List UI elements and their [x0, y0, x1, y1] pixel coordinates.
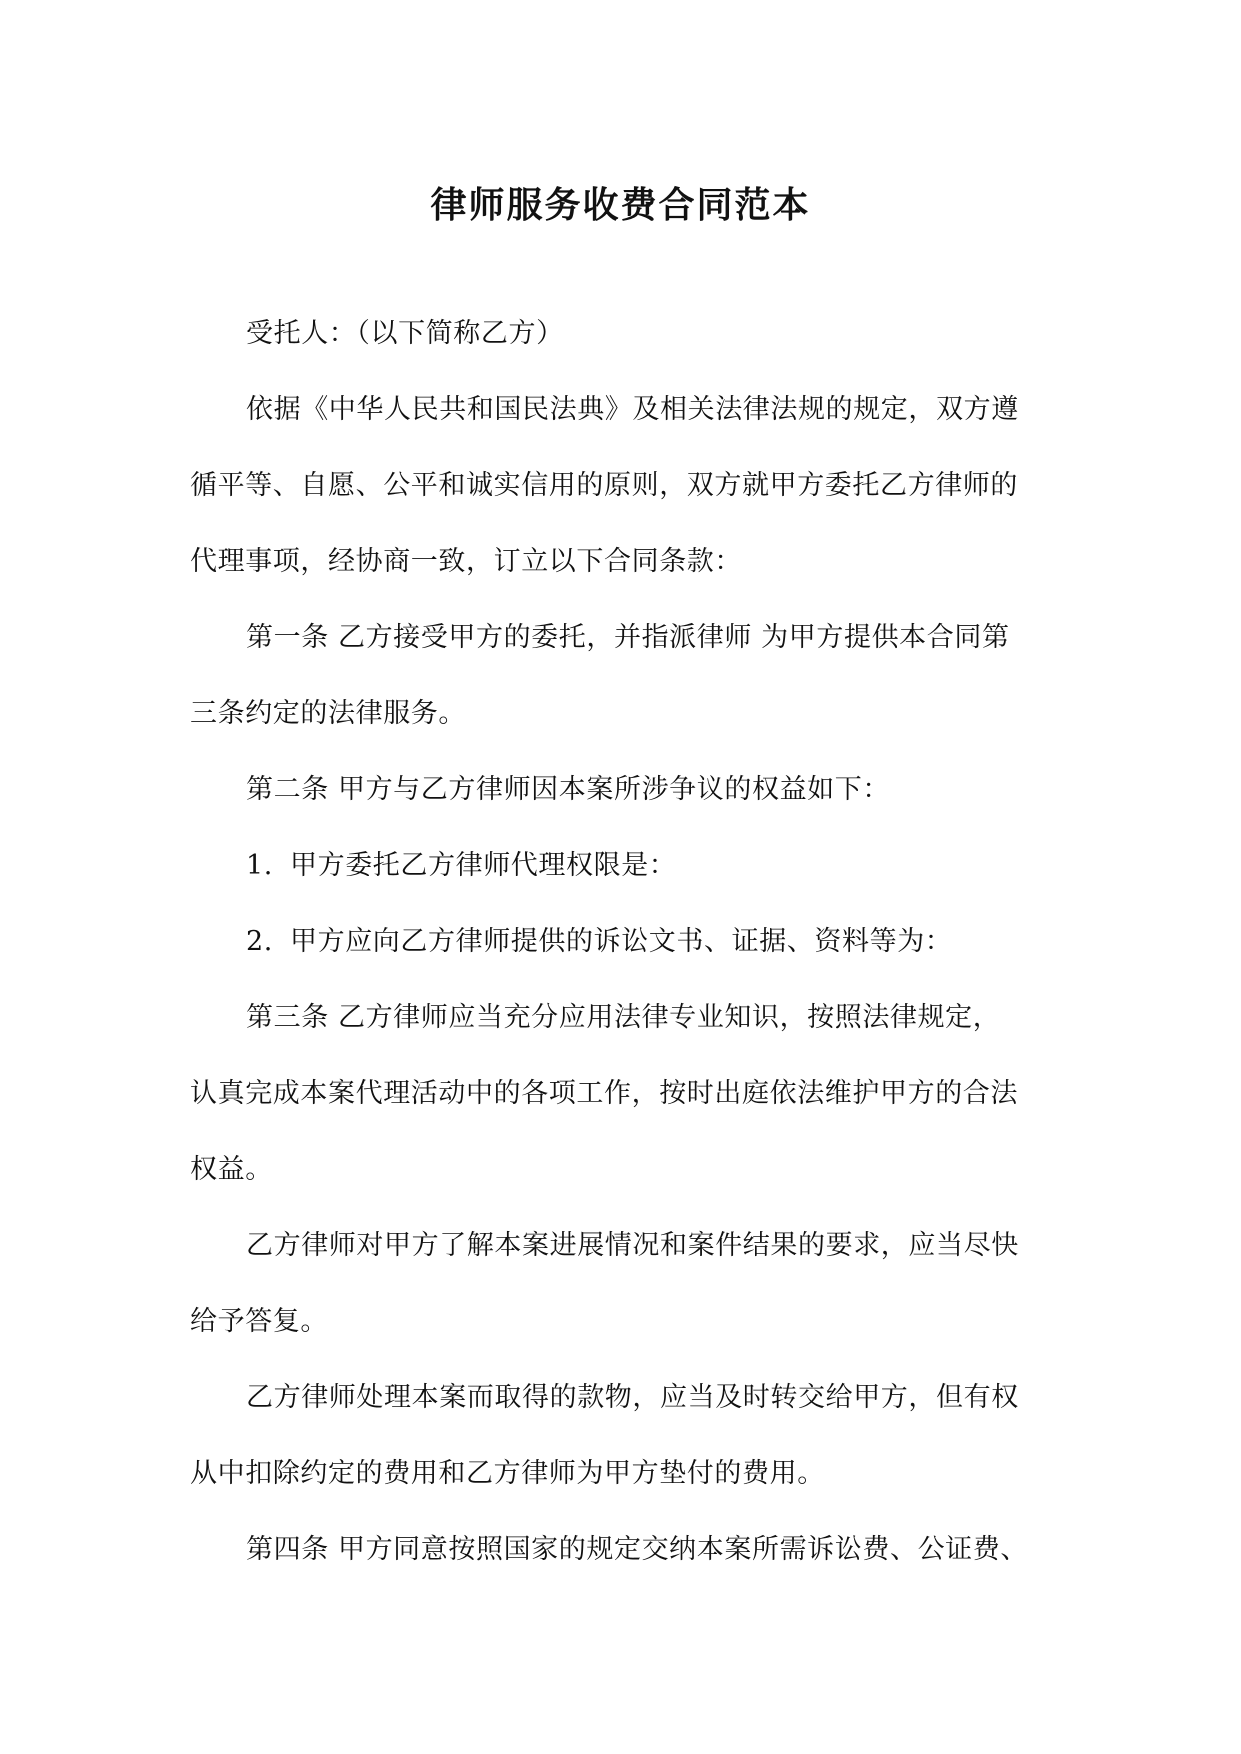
list-item-text: 甲方委托乙方律师代理权限是：: [290, 850, 677, 881]
paragraph-line: 依据《中华人民共和国民法典》及相关法律法规的规定，双方遵: [246, 394, 1019, 425]
paragraph-line: 第三条 乙方律师应当充分应用法律专业知识，按照法律规定，: [246, 1002, 1001, 1033]
document-title: 律师服务收费合同范本: [430, 184, 811, 226]
paragraph-line: 认真完成本案代理活动中的各项工作，按时出庭依法维护甲方的合法: [190, 1078, 1018, 1109]
paragraph-line: 代理事项，经协商一致，订立以下合同条款：: [190, 546, 742, 577]
paragraph-line: 乙方律师对甲方了解本案进展情况和案件结果的要求，应当尽快: [246, 1230, 1019, 1261]
paragraph-line: 从中扣除约定的费用和乙方律师为甲方垫付的费用。: [190, 1458, 825, 1489]
list-item: [190, 848, 1056, 924]
list-item-text: 甲方应向乙方律师提供的诉讼文书、证据、资料等为：: [290, 926, 953, 957]
list-number: 1.: [246, 850, 273, 881]
paragraph-line: 第二条 甲方与乙方律师因本案所涉争议的权益如下：: [246, 774, 890, 805]
paragraph-line: 第四条 甲方同意按照国家的规定交纳本案所需诉讼费、公证费、: [246, 1534, 1028, 1565]
list-number: 2.: [246, 926, 273, 957]
paragraph-line: 受托人：（以下简称乙方）: [246, 318, 564, 349]
paragraph-line: 权益。: [190, 1154, 273, 1185]
paragraph-line: 三条约定的法律服务。: [190, 698, 466, 729]
document-body: [190, 316, 1056, 1608]
paragraph-line: 给予答复。: [190, 1306, 328, 1337]
paragraph-line: 第一条 乙方接受甲方的委托，并指派律师 为甲方提供本合同第: [246, 622, 1010, 653]
paragraph-line: 循平等、自愿、公平和诚实信用的原则，双方就甲方委托乙方律师的: [190, 470, 1018, 501]
list-item: [190, 924, 1056, 1000]
paragraph-line: 乙方律师处理本案而取得的款物，应当及时转交给甲方，但有权: [246, 1382, 1019, 1413]
